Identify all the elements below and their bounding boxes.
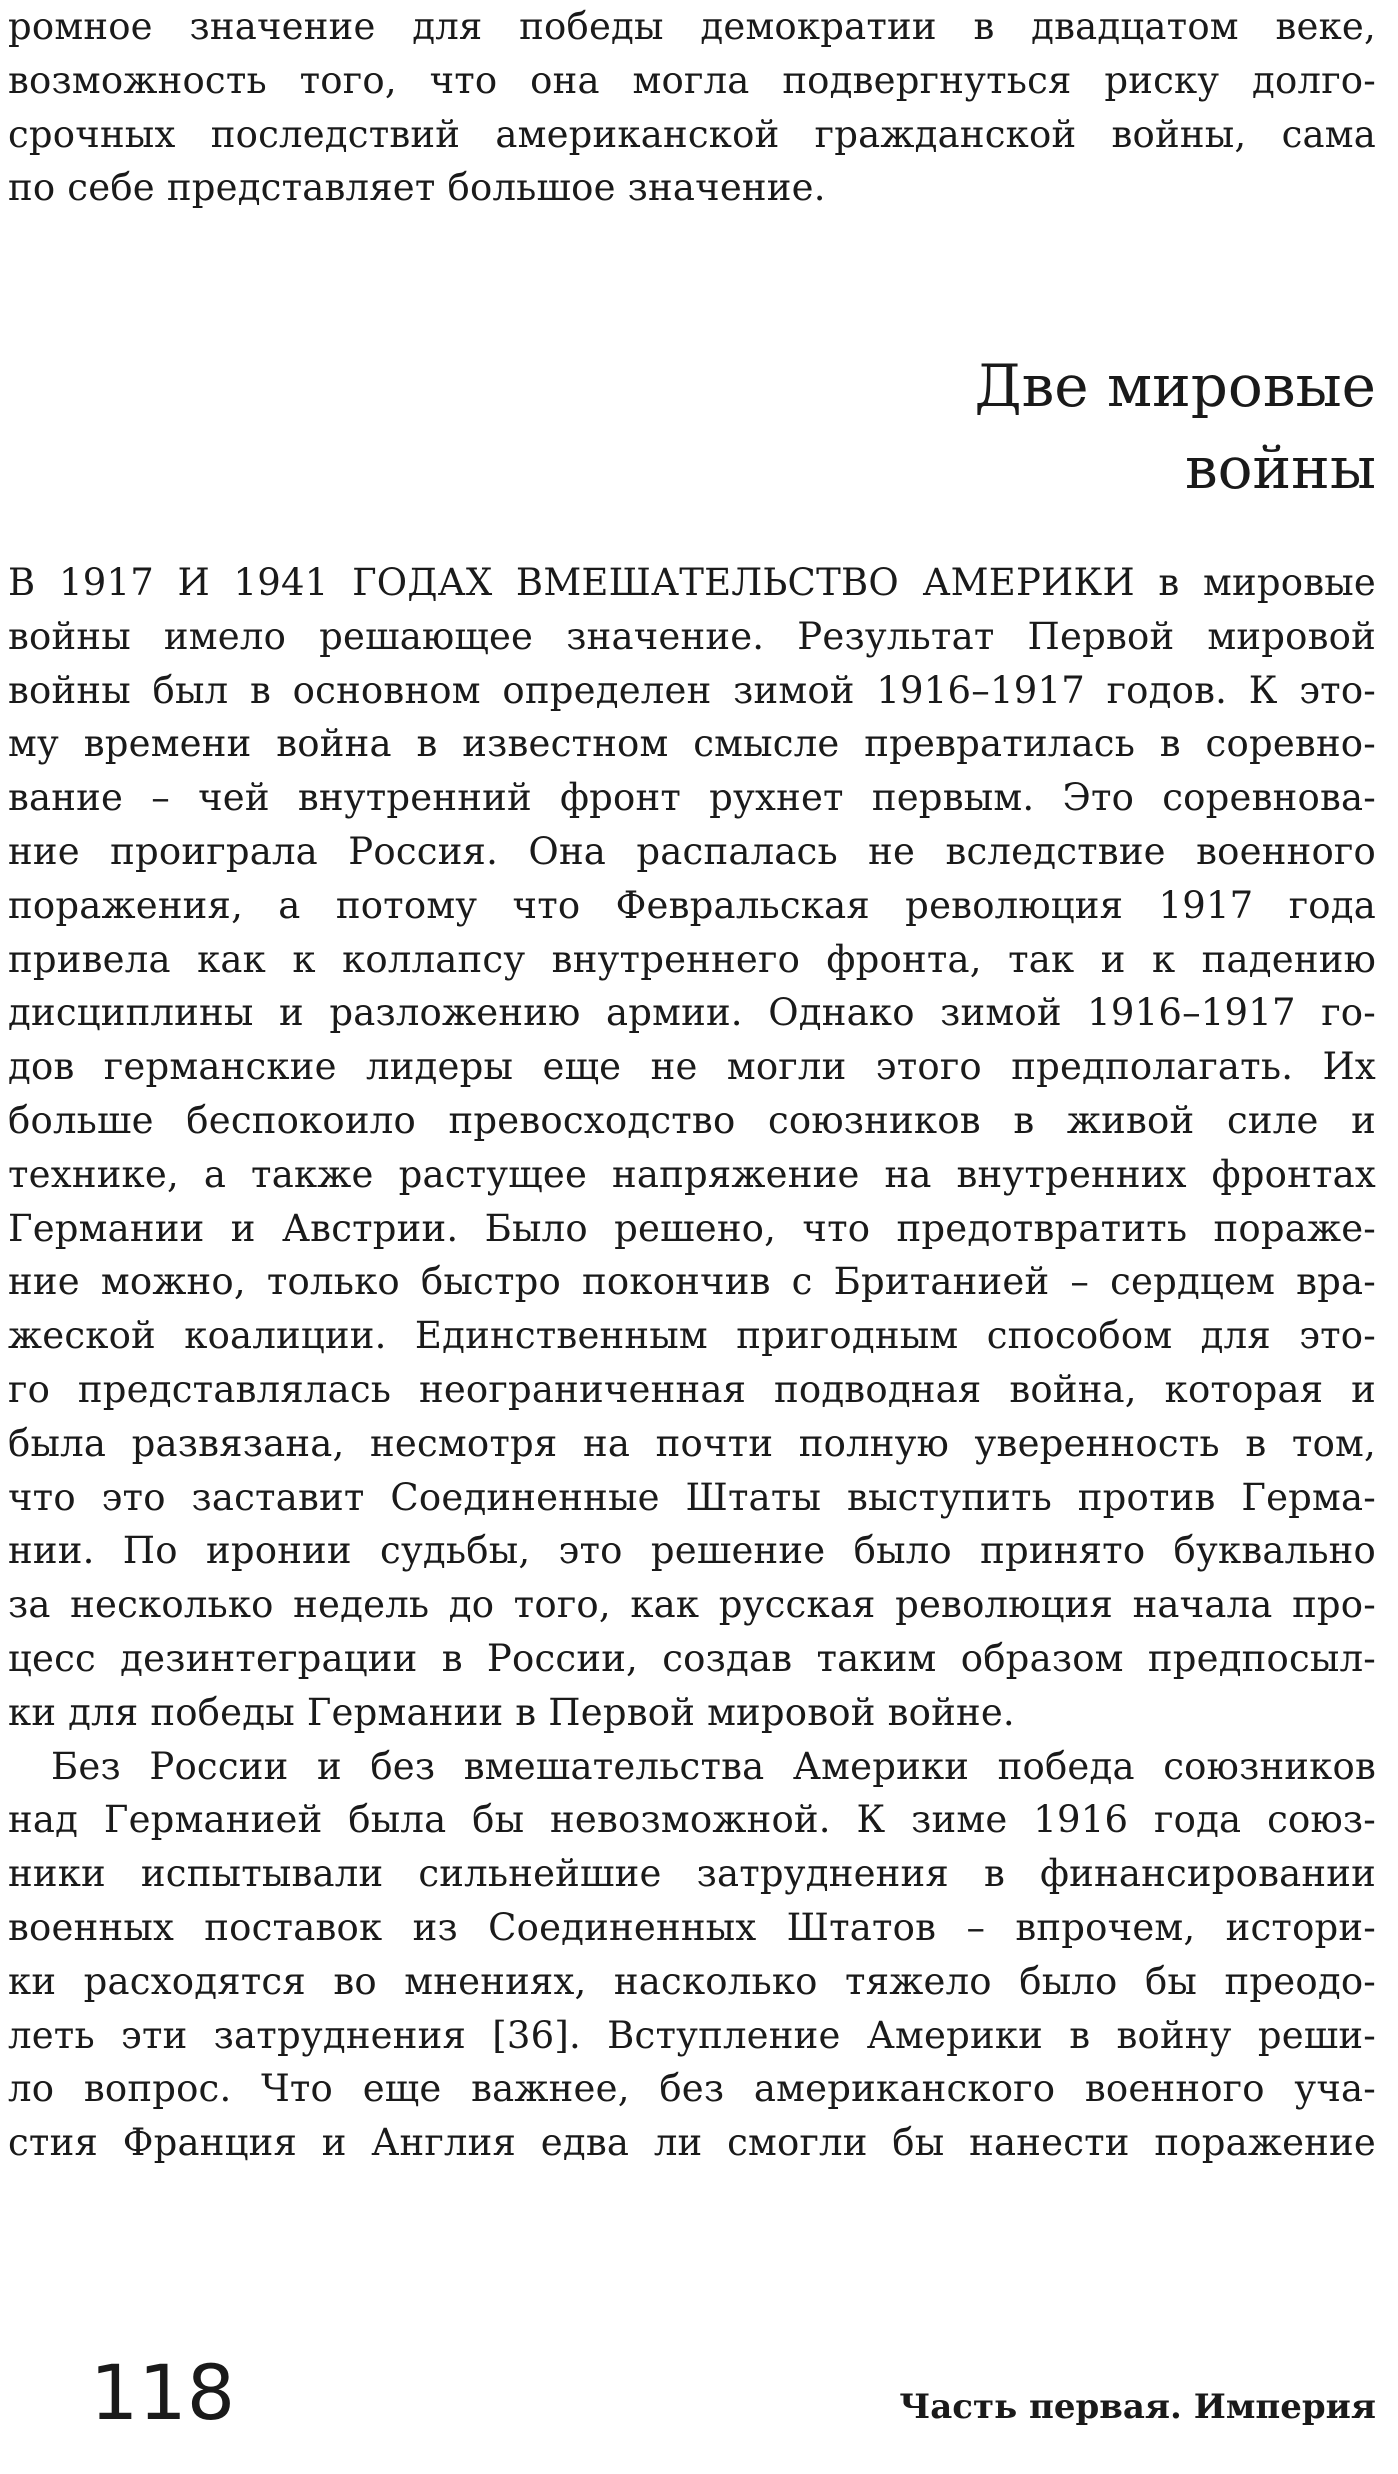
- continuation-paragraph: [8, 0, 1376, 215]
- section-heading: [974, 345, 1376, 509]
- text-line: ние можно, только быстро покончив с Британией – сердцем вра-: [8, 1260, 1376, 1304]
- text-line: го представлялась неограниченная подводная война, которая и: [8, 1367, 1376, 1411]
- text-line: ромное значение для победы демократии в двадцатом веке,: [8, 5, 1376, 48]
- text-line: вание – чей внутренний фронт рухнет первым. Это соревнова-: [8, 776, 1376, 820]
- text-line: военных поставок из Соединенных Штатов – впрочем, истори-: [8, 1905, 1376, 1949]
- text-line: была развязана, несмотря на почти полную уверенность в том,: [8, 1421, 1376, 1465]
- running-title: Часть первая. Империя: [899, 2387, 1376, 2427]
- text-line: ки расходятся во мнениях, насколько тяжело было бы преодо-: [8, 1959, 1376, 2003]
- text-line: ники испытывали сильнейшие затруднения в финансировании: [8, 1852, 1376, 1896]
- page-number: 118: [90, 2348, 236, 2437]
- text-line: стия Франция и Англия едва ли смогли бы нанести поражение: [8, 2121, 1376, 2165]
- text-line: дов германские лидеры еще не могли этого предполагать. Их: [8, 1045, 1376, 1089]
- text-line: ло вопрос. Что еще важнее, без американского военного уча-: [8, 2067, 1376, 2111]
- text-line: поражения, а потому что Февральская революция 1917 года: [8, 883, 1376, 927]
- section-heading-line: войны: [1184, 434, 1376, 502]
- text-line: Германии и Австрии. Было решено, что предотвратить пораже-: [8, 1206, 1376, 1250]
- section-heading-line: Две мировые: [974, 352, 1376, 420]
- text-line: жеской коалиции. Единственным пригодным способом для это-: [8, 1314, 1376, 1358]
- section-paragraph-2: [8, 1740, 1376, 2170]
- page-footer: [0, 2345, 1398, 2445]
- text-line: войны был в основном определен зимой 1916–1917 годов. К это-: [8, 668, 1376, 712]
- text-line: над Германией была бы невозможной. К зиме 1916 года союз-: [8, 1798, 1376, 1842]
- text-line: что это заставит Соединенные Штаты выступить против Герма-: [8, 1475, 1376, 1519]
- text-line: леть эти затруднения [36]. Вступление Америки в войну реши-: [8, 2013, 1376, 2057]
- text-line: технике, а также растущее напряжение на внутренних фронтах: [8, 1152, 1376, 1196]
- text-line: цесс дезинтеграции в России, создав таким образом предпосыл-: [8, 1636, 1376, 1680]
- text-line: му времени война в известном смысле превратилась в соревно-: [8, 722, 1376, 766]
- text-line: за несколько недель до того, как русская революция начала про-: [8, 1583, 1376, 1627]
- text-line: нии. По иронии судьбы, это решение было принято буквально: [8, 1529, 1376, 1573]
- section-body: [8, 556, 1376, 2170]
- text-line: ние проиграла Россия. Она распалась не вследствие военного: [8, 829, 1376, 873]
- text-line: больше беспокоило превосходство союзников в живой силе и: [8, 1098, 1376, 1142]
- text-line: Без России и без вмешательства Америки победа союзников: [51, 1744, 1376, 1788]
- text-line: по себе представляет большое значение.: [8, 166, 826, 210]
- text-line: возможность того, что она могла подвергнуться риску долго-: [8, 58, 1376, 102]
- text-line: войны имело решающее значение. Результат Первой мировой: [8, 614, 1376, 658]
- text-line: ки для победы Германии в Первой мировой войне.: [8, 1690, 1015, 1734]
- text-line: дисциплины и разложению армии. Однако зимой 1916–1917 го-: [8, 991, 1376, 1035]
- text-line: срочных последствий американской гражданской войны, сама: [8, 112, 1376, 156]
- section-paragraph-1: [8, 556, 1376, 1740]
- text-line: привела как к коллапсу внутреннего фронта, так и к падению: [8, 937, 1376, 981]
- text-line: В 1917 И 1941 ГОДАХ ВМЕШАТЕЛЬСТВО АМЕРИКИ в мировые: [8, 561, 1376, 604]
